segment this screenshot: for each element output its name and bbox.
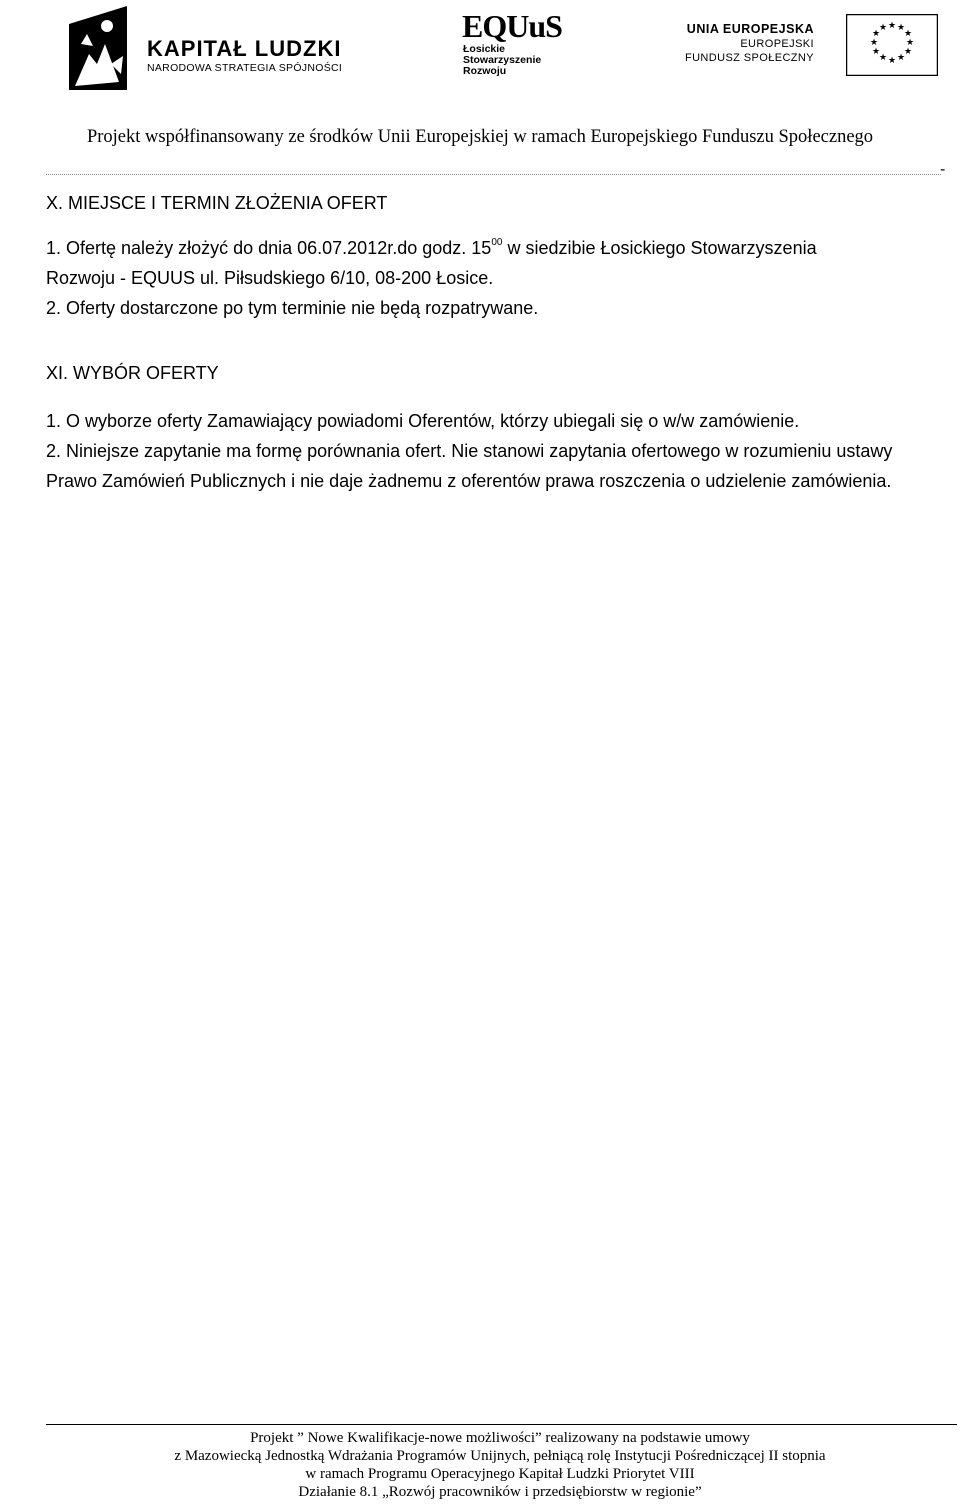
time-superscript: 00 [491,237,503,248]
header-dash: - [940,161,946,178]
eu-logo [684,14,940,76]
svg-text:★: ★ [903,29,913,39]
svg-text:★: ★ [887,21,897,31]
kapital-ludzki-logo [67,4,367,94]
document-body [46,188,946,496]
section-xi-item-1: 1. O wyborze oferty Zamawiający powiadomi Oferentów, którzy ubiegali się o w/w zamówienie. [46,411,800,431]
svg-text:★: ★ [871,29,881,39]
kapital-ludzki-emblem-icon [67,4,129,92]
equus-line: Rozwoju [463,65,507,77]
header-divider [46,174,941,175]
eu-flag-icon [846,14,938,76]
kapital-ludzki-subtitle: NARODOWA STRATEGIA SPÓJNOŚCI [147,62,343,74]
svg-text:★: ★ [887,56,897,66]
footer-divider [46,1424,957,1425]
section-x-item-2: 2. Oferty dostarczone po tym terminie nie będą rozpatrywane. [46,298,539,318]
section-x-item-1 [46,230,946,263]
svg-text:★: ★ [869,38,879,48]
equus-line: Stowarzyszenie [463,54,542,66]
section-x-title: X. MIEJSCE I TERMIN ZŁOŻENIA OFERT [46,193,388,213]
spacer [46,323,946,358]
svg-text:★: ★ [878,53,888,63]
svg-text:★: ★ [896,23,906,33]
section-x-item-1-line2: Rozwoju - EQUUS ul. Piłsudskiego 6/10, 08-200 Łosice. [46,268,494,288]
equus-wordmark: EQUuS [462,8,562,44]
eu-text [685,22,814,64]
item-1-text-b: w siedzibie Łosickiego Stowarzyszenia [502,238,817,258]
spacer [46,388,946,406]
equus-name [463,44,541,77]
footer-line: Projekt ” Nowe Kwalifikacje-nowe możliwości” realizowany na podstawie umowy [250,1430,750,1446]
item-1-text-a: 1. Ofertę należy złożyć do dnia 06.07.2012r.do godz. 15 [46,238,492,258]
equus-logo [458,8,568,83]
equus-line: Łosickie [463,43,506,55]
svg-text:★: ★ [896,53,906,63]
header-cofinancing-text: Projekt współfinansowany ze środków Unii Europejskiej w ramach Europejskiego Funduszu Społecznego [86,127,874,147]
kapital-ludzki-title: KAPITAŁ LUDZKI [147,36,342,61]
eu-line3: FUNDUSZ SPOŁECZNY [684,52,814,64]
footer-line: z Mazowiecką Jednostką Wdrażania Programów Unijnych, pełniącą rolę Instytucji Pośredniczącej II stopnia [174,1448,826,1464]
footer [0,1429,960,1501]
eu-line2: EUROPEJSKI [740,38,814,50]
section-xi-title: XI. WYBÓR OFERTY [46,363,219,383]
footer-line: w ramach Programu Operacyjnego Kapitał Ludzki Priorytet VIII [305,1466,695,1482]
footer-line: Działanie 8.1 „Rozwój pracowników i przedsiębiorstw w regionie” [298,1484,702,1500]
svg-text:★: ★ [871,47,881,57]
section-xi-item-2: 2. Niniejsze zapytanie ma formę porównania ofert. Nie stanowi zapytania ofertowego w rozumieniu ustawy Prawo Zamówień Publicznych i nie daje żadnemu z oferentów prawa roszczenia o udzielenie zamówienia. [46,441,893,491]
svg-text:★: ★ [903,47,913,57]
svg-text:★: ★ [905,38,915,48]
svg-text:★: ★ [878,23,888,33]
eu-line1: UNIA EUROPEJSKA [686,22,814,36]
